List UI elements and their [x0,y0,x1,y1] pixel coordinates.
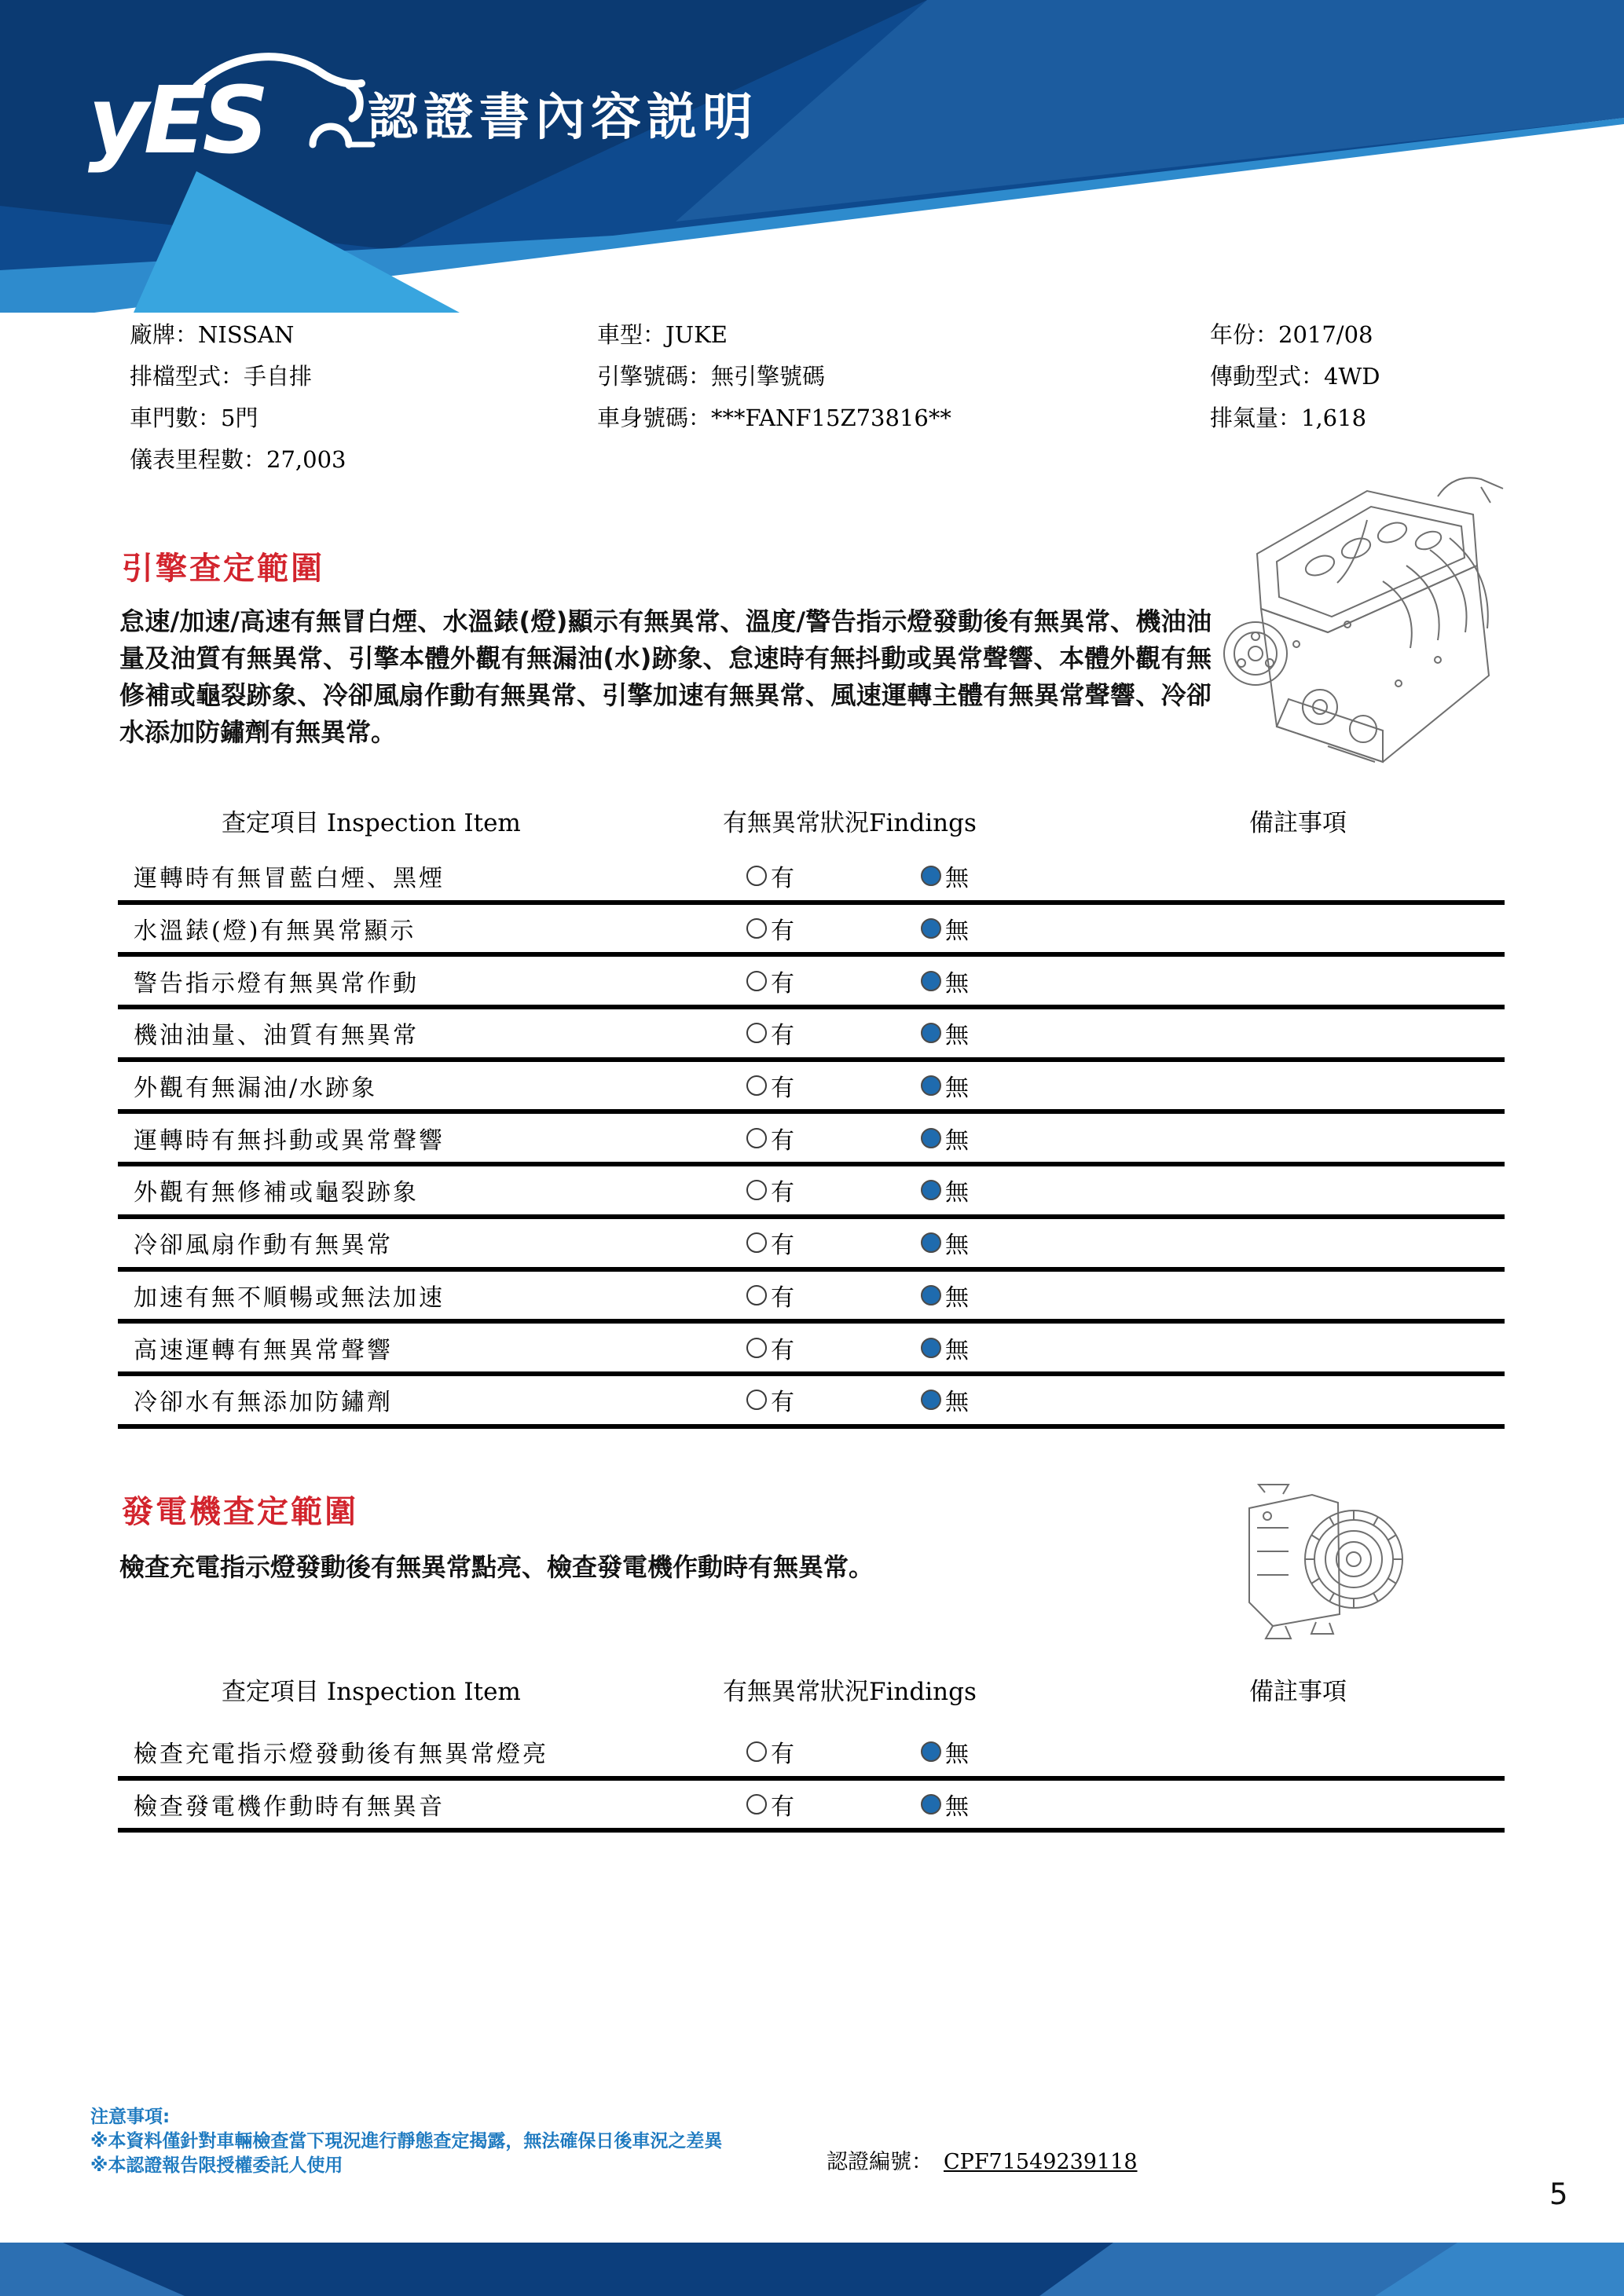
note-line: ※本認證報告限授權委託人使用 [90,2155,343,2176]
radio-yes-icon[interactable] [746,1794,767,1814]
yes-logo [79,41,377,182]
yes-logo-car-icon [79,41,377,182]
radio-yes-icon[interactable] [746,918,767,939]
certificate-number-value: CPF71549239118 [944,2150,1138,2174]
finding-option-no[interactable] [921,1787,969,1822]
vehicle-info-column-3 [1210,314,1380,439]
radio-yes-icon[interactable] [746,1285,767,1305]
radio-no-selected-icon[interactable] [921,1794,941,1814]
finding-option-label: 有 [771,1179,794,1207]
finding-option-label: 有 [771,865,794,893]
finding-option-no[interactable] [921,1173,969,1207]
vehicle-info-field: 廠牌：NISSAN [130,321,295,348]
vehicle-info-field: 車型：JUKE [597,321,728,348]
finding-option-label: 無 [945,1179,969,1207]
finding-option-label: 無 [945,1389,969,1417]
engine-section-description: 怠速/加速/高速有無冒白煙、水溫錶(燈)顯示有無異常、溫度/警告指示燈發動後有無異常、機油油量及油質有無異常、引擎本體外觀有無漏油(水)跡象、怠速時有無抖動或異常聲響、本體外觀有無修補或龜裂跡象、冷卻風扇作動有無異常、引擎加速有無異常、風速運轉主體有無異常聲響、冷卻水添加防鏽劑有無異常。 [119,606,1212,747]
finding-option-no[interactable] [921,1016,969,1050]
finding-option-label: 有 [771,1126,794,1155]
finding-option-label: 有 [771,1389,794,1417]
finding-option-label: 有 [771,1283,794,1312]
inspection-item-label: 水溫錶(燈)有無異常顯示 [134,917,416,946]
finding-option-yes[interactable] [746,1331,794,1365]
page-title: 認證書內容説明 [368,89,758,147]
finding-option-label: 無 [945,1022,969,1050]
radio-yes-icon[interactable] [746,1390,767,1410]
table-row [118,852,1505,905]
column-header-remarks: 備註事項 [1249,809,1347,837]
finding-option-no[interactable] [921,1121,969,1155]
radio-no-selected-icon[interactable] [921,1232,941,1253]
table-row [118,957,1505,1009]
radio-yes-icon[interactable] [746,1232,767,1253]
finding-option-label: 無 [945,917,969,946]
finding-option-yes[interactable] [746,1787,794,1822]
table-row [118,905,1505,958]
finding-option-label: 有 [771,1022,794,1050]
radio-no-selected-icon[interactable] [921,866,941,886]
finding-option-label: 有 [771,1232,794,1260]
radio-no-selected-icon[interactable] [921,1338,941,1358]
radio-yes-icon[interactable] [746,1075,767,1096]
vehicle-info-field: 排氣量：1,618 [1210,405,1367,431]
radio-no-selected-icon[interactable] [921,1128,941,1148]
vehicle-info-field: 車門數：5門 [130,405,258,431]
finding-option-label: 有 [771,1075,794,1103]
finding-option-label: 無 [945,1126,969,1155]
table-row [118,1009,1505,1062]
alternator-section-description: 檢查充電指示燈發動後有無異常點亮、檢查發電機作動時有無異常。 [119,1552,874,1582]
finding-option-yes[interactable] [746,1068,794,1103]
finding-option-yes[interactable] [746,1382,794,1417]
column-header-remarks: 備註事項 [1249,1678,1347,1706]
radio-yes-icon[interactable] [746,971,767,991]
note-line: ※本資料僅針對車輛檢查當下現況進行靜態查定揭露，無法確保日後車況之差異 [90,2131,723,2151]
inspection-item-label: 外觀有無漏油/水跡象 [134,1075,378,1103]
vehicle-info-field: 引擎號碼：無引擎號碼 [597,363,826,390]
radio-no-selected-icon[interactable] [921,971,941,991]
finding-option-label: 無 [945,1232,969,1260]
column-header-item: 查定項目 Inspection Item [222,809,521,837]
table-row [118,1062,1505,1115]
radio-yes-icon[interactable] [746,1128,767,1148]
footer-band [0,2243,1624,2296]
finding-option-no[interactable] [921,964,969,998]
certificate-number-row [827,2144,1149,2175]
certificate-number-label: 認證編號： [827,2150,933,2174]
finding-option-no[interactable] [921,1331,969,1365]
finding-option-yes[interactable] [746,1121,794,1155]
vehicle-info-column-1 [130,314,346,481]
finding-option-no[interactable] [921,859,969,893]
vehicle-info-field: 傳動型式：4WD [1210,363,1380,390]
radio-no-selected-icon[interactable] [921,1180,941,1200]
inspection-item-label: 檢查充電指示燈發動後有無異常燈亮 [134,1741,548,1769]
finding-option-label: 無 [945,969,969,998]
inspection-item-label: 機油油量、油質有無異常 [134,1022,419,1050]
radio-no-selected-icon[interactable] [921,918,941,939]
finding-option-label: 無 [945,1741,969,1769]
finding-option-yes[interactable] [746,1734,794,1769]
table-row [118,1728,1505,1781]
finding-option-label: 有 [771,969,794,998]
alternator-inspection-table [118,1728,1505,1833]
finding-option-yes[interactable] [746,964,794,998]
finding-option-label: 有 [771,1793,794,1822]
table-row [118,1781,1505,1833]
finding-option-label: 無 [945,1075,969,1103]
column-header-item: 查定項目 Inspection Item [222,1678,521,1706]
radio-yes-icon[interactable] [746,1180,767,1200]
radio-yes-icon[interactable] [746,866,767,886]
inspection-item-label: 警告指示燈有無異常作動 [134,969,419,998]
finding-option-no[interactable] [921,1068,969,1103]
inspection-item-label: 冷卻水有無添加防鏽劑 [134,1389,393,1417]
radio-no-selected-icon[interactable] [921,1075,941,1096]
table-row [118,1272,1505,1324]
finding-option-label: 有 [771,1336,794,1364]
inspection-item-label: 運轉時有無冒藍白煙、黑煙 [134,865,445,893]
radio-no-selected-icon[interactable] [921,1741,941,1762]
inspection-item-label: 檢查發電機作動時有無異音 [134,1793,445,1822]
finding-option-no[interactable] [921,1278,969,1313]
page-number: 5 [1549,2177,1568,2211]
radio-yes-icon[interactable] [746,1023,767,1043]
vehicle-info-field: 排檔型式：手自排 [130,363,313,390]
finding-option-yes[interactable] [746,1278,794,1313]
radio-yes-icon[interactable] [746,1338,767,1358]
finding-option-yes[interactable] [746,911,794,946]
finding-option-no[interactable] [921,1734,969,1769]
finding-option-yes[interactable] [746,859,794,893]
column-header-findings: 有無異常狀況Findings [723,809,977,837]
finding-option-label: 無 [945,1283,969,1312]
inspection-item-label: 外觀有無修補或龜裂跡象 [134,1179,419,1207]
radio-no-selected-icon[interactable] [921,1390,941,1410]
inspection-item-label: 高速運轉有無異常聲響 [134,1336,393,1364]
finding-option-yes[interactable] [746,1173,794,1207]
inspection-item-label: 加速有無不順暢或無法加速 [134,1283,445,1312]
engine-illustration [1202,448,1509,778]
finding-option-no[interactable] [921,1225,969,1260]
table-row [118,1166,1505,1219]
notes-lines [90,2129,722,2178]
finding-option-no[interactable] [921,1382,969,1417]
engine-section-heading: 引擎查定範圍 [122,551,324,587]
table-row [118,1324,1505,1376]
inspection-item-label: 運轉時有無抖動或異常聲響 [134,1126,445,1155]
table-row [118,1219,1505,1272]
alternator-section-heading: 發電機查定範圍 [122,1494,358,1530]
alternator-illustration [1222,1481,1434,1642]
svg-text:yES: yES [88,66,265,174]
vehicle-info-column-2 [597,314,951,439]
header-banner [0,0,1624,314]
engine-inspection-table [118,852,1505,1429]
finding-option-label: 無 [945,1793,969,1822]
radio-no-selected-icon[interactable] [921,1023,941,1043]
finding-option-label: 有 [771,917,794,946]
finding-option-label: 無 [945,865,969,893]
notes-title: 注意事項: [90,2107,170,2127]
radio-no-selected-icon[interactable] [921,1285,941,1305]
column-header-findings: 有無異常狀況Findings [723,1678,977,1706]
footer-notes [90,2105,722,2178]
vehicle-info-field: 年份：2017/08 [1210,321,1373,348]
vehicle-info-field: 儀表里程數：27,003 [130,446,346,473]
footer-band-shapes [0,2243,1624,2296]
vehicle-info-field: 車身號碼：***FANF15Z73816** [597,405,951,431]
table-row [118,1114,1505,1166]
radio-yes-icon[interactable] [746,1741,767,1762]
finding-option-yes[interactable] [746,1225,794,1260]
inspection-item-label: 冷卻風扇作動有無異常 [134,1232,393,1260]
table-row [118,1376,1505,1429]
finding-option-no[interactable] [921,911,969,946]
finding-option-label: 有 [771,1741,794,1769]
finding-option-label: 無 [945,1336,969,1364]
finding-option-yes[interactable] [746,1016,794,1050]
